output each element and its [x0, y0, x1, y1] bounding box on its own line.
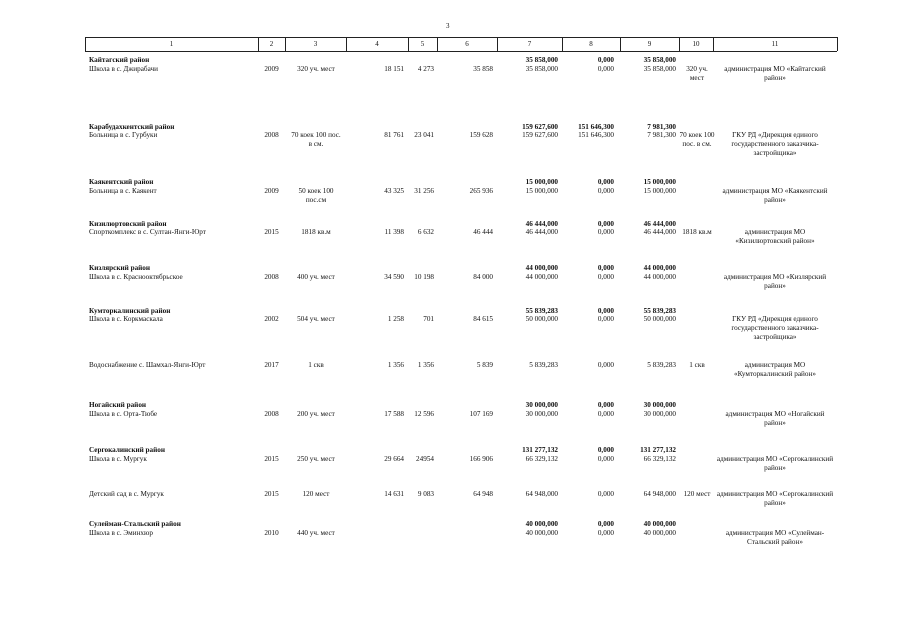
object-col5: 1 356 [417, 361, 434, 369]
object-col7: 40 000,000 [525, 529, 558, 537]
district-name: Ногайский район [89, 401, 147, 409]
district-total-col9: 44 000,000 [643, 264, 676, 272]
object-year: 2002 [264, 315, 279, 323]
object-year: 2009 [264, 187, 279, 195]
object-col8: 0,000 [597, 490, 614, 498]
district-total-col9: 30 000,000 [643, 401, 676, 409]
object-col6: 35 858 [473, 65, 493, 73]
page-number: 3 [446, 22, 450, 30]
object-name: Школа в с. Коркмаскала [89, 315, 163, 323]
object-col4: 1 258 [387, 315, 404, 323]
object-col7: 159 627,600 [522, 131, 558, 139]
object-capacity: 440 уч. мест [297, 529, 335, 537]
district-name: Кайтагский район [89, 56, 150, 64]
district-name: Кумторкалинский район [89, 307, 171, 315]
district-total-col7: 159 627,600 [522, 123, 558, 131]
district-total-col9: 40 000,000 [643, 520, 676, 528]
object-col5: 23 041 [414, 131, 434, 139]
column-number-header: 2 [269, 40, 274, 48]
object-customer: администрация МО «Сергокалинский район» [716, 490, 834, 507]
object-col8: 0,000 [597, 455, 614, 463]
object-col6: 84 615 [473, 315, 493, 323]
object-name: Школа в с. Джирабачи [89, 65, 158, 73]
district-total-col7: 46 444,000 [525, 220, 558, 228]
object-col9: 46 444,000 [643, 228, 676, 236]
object-customer: администрация МО «Кайтагский район» [724, 65, 826, 82]
object-col4: 34 590 [384, 273, 404, 281]
header-column-divider [837, 37, 838, 51]
district-total-col7: 131 277,132 [522, 446, 558, 454]
object-col6: 64 948 [473, 490, 493, 498]
object-col7: 30 000,000 [525, 410, 558, 418]
object-capacity: 250 уч. мест [297, 455, 335, 463]
object-col8: 0,000 [597, 187, 614, 195]
object-col5: 701 [423, 315, 434, 323]
object-col7: 35 858,000 [525, 65, 558, 73]
object-col4: 81 761 [384, 131, 404, 139]
object-customer: ГКУ РД «Дирекция единого государственного заказчика-застройщика» [731, 131, 819, 157]
object-capacity: 1 скв [308, 361, 324, 369]
header-top-rule [85, 37, 837, 38]
object-col8: 0,000 [597, 228, 614, 236]
district-total-col8: 0,000 [597, 446, 614, 454]
district-total-col7: 30 000,000 [525, 401, 558, 409]
object-capacity: 70 коек 100 пос. в см. [291, 131, 341, 148]
district-name: Карабудахкентский район [89, 123, 175, 131]
district-total-col9: 131 277,132 [640, 446, 676, 454]
object-capacity: 120 мест [302, 490, 330, 498]
object-name: Водоснабжение с. Шамхал-Янги-Юрт [89, 361, 206, 369]
object-customer: администрация МО «Сулейман-Стальский район» [725, 529, 825, 546]
object-col9: 64 948,000 [643, 490, 676, 498]
object-year: 2008 [264, 131, 279, 139]
district-name: Сулейман-Стальский район [89, 520, 181, 528]
object-col9: 66 329,132 [643, 455, 676, 463]
object-name: Детский сад в с. Мургук [89, 490, 164, 498]
district-total-col8: 0,000 [597, 178, 614, 186]
column-number-header: 7 [527, 40, 532, 48]
district-total-col9: 46 444,000 [643, 220, 676, 228]
object-col9: 40 000,000 [643, 529, 676, 537]
object-col5: 12 596 [414, 410, 434, 418]
object-col7: 50 000,000 [525, 315, 558, 323]
object-col8: 0,000 [597, 273, 614, 281]
object-year: 2015 [264, 490, 279, 498]
object-customer: администрация МО «Кизлярский район» [723, 273, 827, 290]
object-col10: 1818 кв.м [682, 228, 712, 236]
object-name: Школа в с. Краснооктябрьское [89, 273, 183, 281]
column-number-header: 11 [771, 40, 779, 48]
object-customer: администрация МО «Кумторкалинский район» [734, 361, 816, 378]
object-col5: 10 198 [414, 273, 434, 281]
object-col9: 50 000,000 [643, 315, 676, 323]
object-name: Больница в с. Каякент [89, 187, 157, 195]
district-total-col7: 35 858,000 [525, 56, 558, 64]
object-col6: 265 936 [469, 187, 493, 195]
header-bottom-rule [85, 51, 837, 52]
object-col6: 46 444 [473, 228, 493, 236]
object-col5: 31 256 [414, 187, 434, 195]
column-number-header: 8 [589, 40, 593, 48]
column-number-header: 3 [313, 40, 318, 48]
object-capacity: 50 коек 100 пос.см [298, 187, 334, 204]
district-name: Кизлярский район [89, 264, 151, 272]
object-col7: 66 329,132 [525, 455, 558, 463]
object-col6: 5 839 [476, 361, 493, 369]
object-col8: 151 646,300 [578, 131, 614, 139]
district-name: Каякентский район [89, 178, 154, 186]
district-name: Сергокалинский район [89, 446, 166, 454]
object-capacity: 200 уч. мест [297, 410, 335, 418]
object-col8: 0,000 [597, 65, 614, 73]
object-col6: 107 169 [469, 410, 493, 418]
object-name: Спорткомплекс в с. Султан-Янги-Юрт [89, 228, 206, 236]
district-total-col8: 151 646,300 [578, 123, 614, 131]
object-name: Школа в с. Мургук [89, 455, 147, 463]
district-total-col9: 55 839,283 [643, 307, 676, 315]
district-name: Кизилюртовский район [89, 220, 167, 228]
object-col4: 11 398 [384, 228, 404, 236]
column-number-header: 1 [169, 40, 174, 48]
object-col4: 43 325 [384, 187, 404, 195]
object-customer: администрация МО «Сергокалинский район» [716, 455, 834, 472]
object-col4: 17 588 [384, 410, 404, 418]
object-col5: 4 273 [417, 65, 434, 73]
object-col4: 14 631 [384, 490, 404, 498]
object-capacity: 400 уч. мест [297, 273, 335, 281]
object-col9: 7 981,300 [647, 131, 676, 139]
district-total-col9: 15 000,000 [643, 178, 676, 186]
object-col6: 166 906 [469, 455, 493, 463]
object-col4: 29 664 [384, 455, 404, 463]
object-col5: 9 083 [417, 490, 434, 498]
object-col7: 5 839,283 [529, 361, 558, 369]
district-total-col8: 0,000 [597, 520, 614, 528]
object-col8: 0,000 [597, 361, 614, 369]
object-col7: 15 000,000 [525, 187, 558, 195]
object-col9: 30 000,000 [643, 410, 676, 418]
object-capacity: 1818 кв.м [301, 228, 331, 236]
object-col10: 120 мест [683, 490, 711, 498]
district-total-col7: 44 000,000 [525, 264, 558, 272]
object-col8: 0,000 [597, 529, 614, 537]
object-col7: 46 444,000 [525, 228, 558, 236]
object-col4: 1 356 [387, 361, 404, 369]
district-total-col8: 0,000 [597, 264, 614, 272]
district-total-col7: 15 000,000 [525, 178, 558, 186]
object-year: 2008 [264, 410, 279, 418]
object-col6: 159 628 [469, 131, 493, 139]
object-col6: 84 000 [473, 273, 493, 281]
object-col9: 5 839,283 [647, 361, 676, 369]
object-year: 2010 [264, 529, 279, 537]
object-col10: 1 скв [689, 361, 705, 369]
object-col8: 0,000 [597, 410, 614, 418]
object-customer: ГКУ РД «Дирекция единого государственного заказчика-застройщика» [731, 315, 819, 341]
object-capacity: 504 уч. мест [297, 315, 335, 323]
object-col10: 70 коек 100 пос. в см. [679, 131, 715, 148]
district-total-col8: 0,000 [597, 220, 614, 228]
column-number-header: 9 [647, 40, 652, 48]
district-total-col7: 55 839,283 [525, 307, 558, 315]
object-year: 2009 [264, 65, 279, 73]
district-total-col8: 0,000 [597, 307, 614, 315]
district-total-col8: 0,000 [597, 56, 614, 64]
object-col5: 24954 [416, 455, 434, 463]
column-number-header: 5 [420, 40, 425, 48]
district-total-col9: 7 981,300 [647, 123, 676, 131]
object-customer: администрация МО «Ногайский район» [725, 410, 825, 427]
object-col10: 320 уч. мест [686, 65, 708, 82]
object-col7: 44 000,000 [525, 273, 558, 281]
object-col8: 0,000 [597, 315, 614, 323]
column-number-header: 6 [465, 40, 469, 48]
object-col4: 18 151 [384, 65, 404, 73]
column-number-header: 4 [375, 40, 379, 48]
object-year: 2017 [264, 361, 279, 369]
object-col9: 15 000,000 [643, 187, 676, 195]
object-capacity: 320 уч. мест [297, 65, 335, 73]
object-year: 2008 [264, 273, 279, 281]
object-customer: администрация МО «Кизилюртовский район» [735, 228, 815, 245]
object-col7: 64 948,000 [525, 490, 558, 498]
object-col9: 44 000,000 [643, 273, 676, 281]
object-customer: администрация МО «Каякентский район» [722, 187, 828, 204]
district-total-col9: 35 858,000 [643, 56, 676, 64]
object-col9: 35 858,000 [643, 65, 676, 73]
object-name: Школа в с. Эминхюр [89, 529, 153, 537]
district-total-col8: 0,000 [597, 401, 614, 409]
object-year: 2015 [264, 228, 279, 236]
object-year: 2015 [264, 455, 279, 463]
object-col5: 6 632 [417, 228, 434, 236]
object-name: Школа в с. Орта-Тюбе [89, 410, 158, 418]
column-number-header: 10 [692, 40, 700, 48]
district-total-col7: 40 000,000 [525, 520, 558, 528]
object-name: Больница в с. Гурбуки [89, 131, 158, 139]
